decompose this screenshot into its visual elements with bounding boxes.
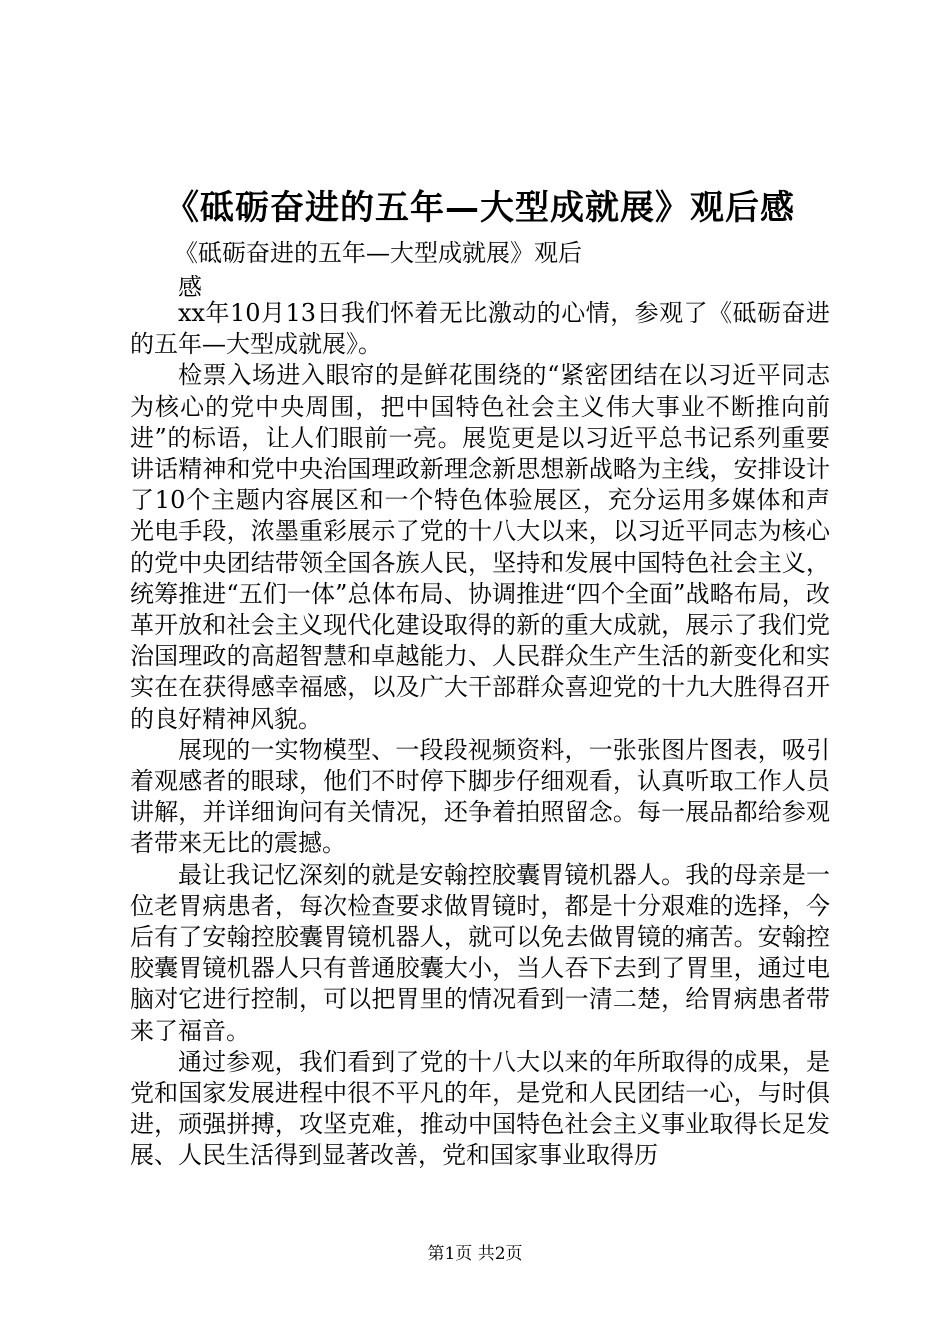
subtitle-line-2: 感 bbox=[178, 273, 202, 301]
subtitle-line-1: 《砥砺奋进的五年—大型成就展》观后 bbox=[174, 239, 582, 267]
page-footer: 第1页 共2页 bbox=[427, 1244, 523, 1264]
body-text bbox=[130, 298, 830, 1172]
subtitle bbox=[130, 236, 830, 304]
paragraph-5: 通过参观，我们看到了党的十八大以来的年所取得的成果，是党和国家发展进程中很不平凡的年，是党和人民团结一心，与时俱进，顽强拼搏，攻坚克难，推动中国特色社会主义事业取得长足发展、人民生活得到显著改善，党和国家事业取得历 bbox=[130, 1047, 830, 1170]
paragraph-2: 检票入场进入眼帘的是鲜花围绕的“紧密团结在以习近平同志为核心的党中央周围，把中国特色社会主义伟大事业不断推向前进”的标语，让人们眼前一亮。展览更是以习近平总书记系列重要讲话精神和党中央治国理政新理念新思想新战略为主线，安排设计了10个主题内容展区和一个特色体验展区，充分运用多媒体和声光电手段，浓墨重彩展示了党的十八大以来，以习近平同志为核心的党中央团结带领全国各族人民，坚持和发展中国特色社会主义，统筹推进“五们一体”总体布局、协调推进“四个全面”战略布局，改革开放和社会主义现代化建设取得的新的重大成就，展示了我们党治国理政的高超智慧和卓越能力、人民群众生产生活的新变化和实实在在获得感幸福感，以及广大干部群众喜迎党的十九大胜得召开的良好精神风貌。 bbox=[130, 361, 830, 733]
paragraph-4: 最让我记忆深刻的就是安翰控胶囊胃镜机器人。我的母亲是一位老胃病患者，每次检查要求做胃镜时，都是十分艰难的选择，今后有了安翰控胶囊胃镜机器人，就可以免去做胃镜的痛苦。安翰控胶囊胃镜机器人只有普通胶囊大小，当人吞下去到了胃里，通过电脑对它进行控制，可以把胃里的情况看到一清二楚，给胃病患者带来了福音。 bbox=[130, 860, 830, 1045]
page-title: 《砥砺奋进的五年—大型成就展》观后感 bbox=[165, 188, 795, 228]
paragraph-1: xx年10月13日我们怀着无比激动的心情，参观了《砥砺奋进的五年—大型成就展》。 bbox=[130, 299, 830, 359]
paragraph-3: 展现的一实物模型、一段段视频资料，一张张图片图表，吸引着观感者的眼球，他们不时停下脚步仔细观看，认真听取工作人员讲解，并详细询问有关情况，还争着拍照留念。每一展品都给参观者带来无比的震撼。 bbox=[130, 735, 830, 858]
